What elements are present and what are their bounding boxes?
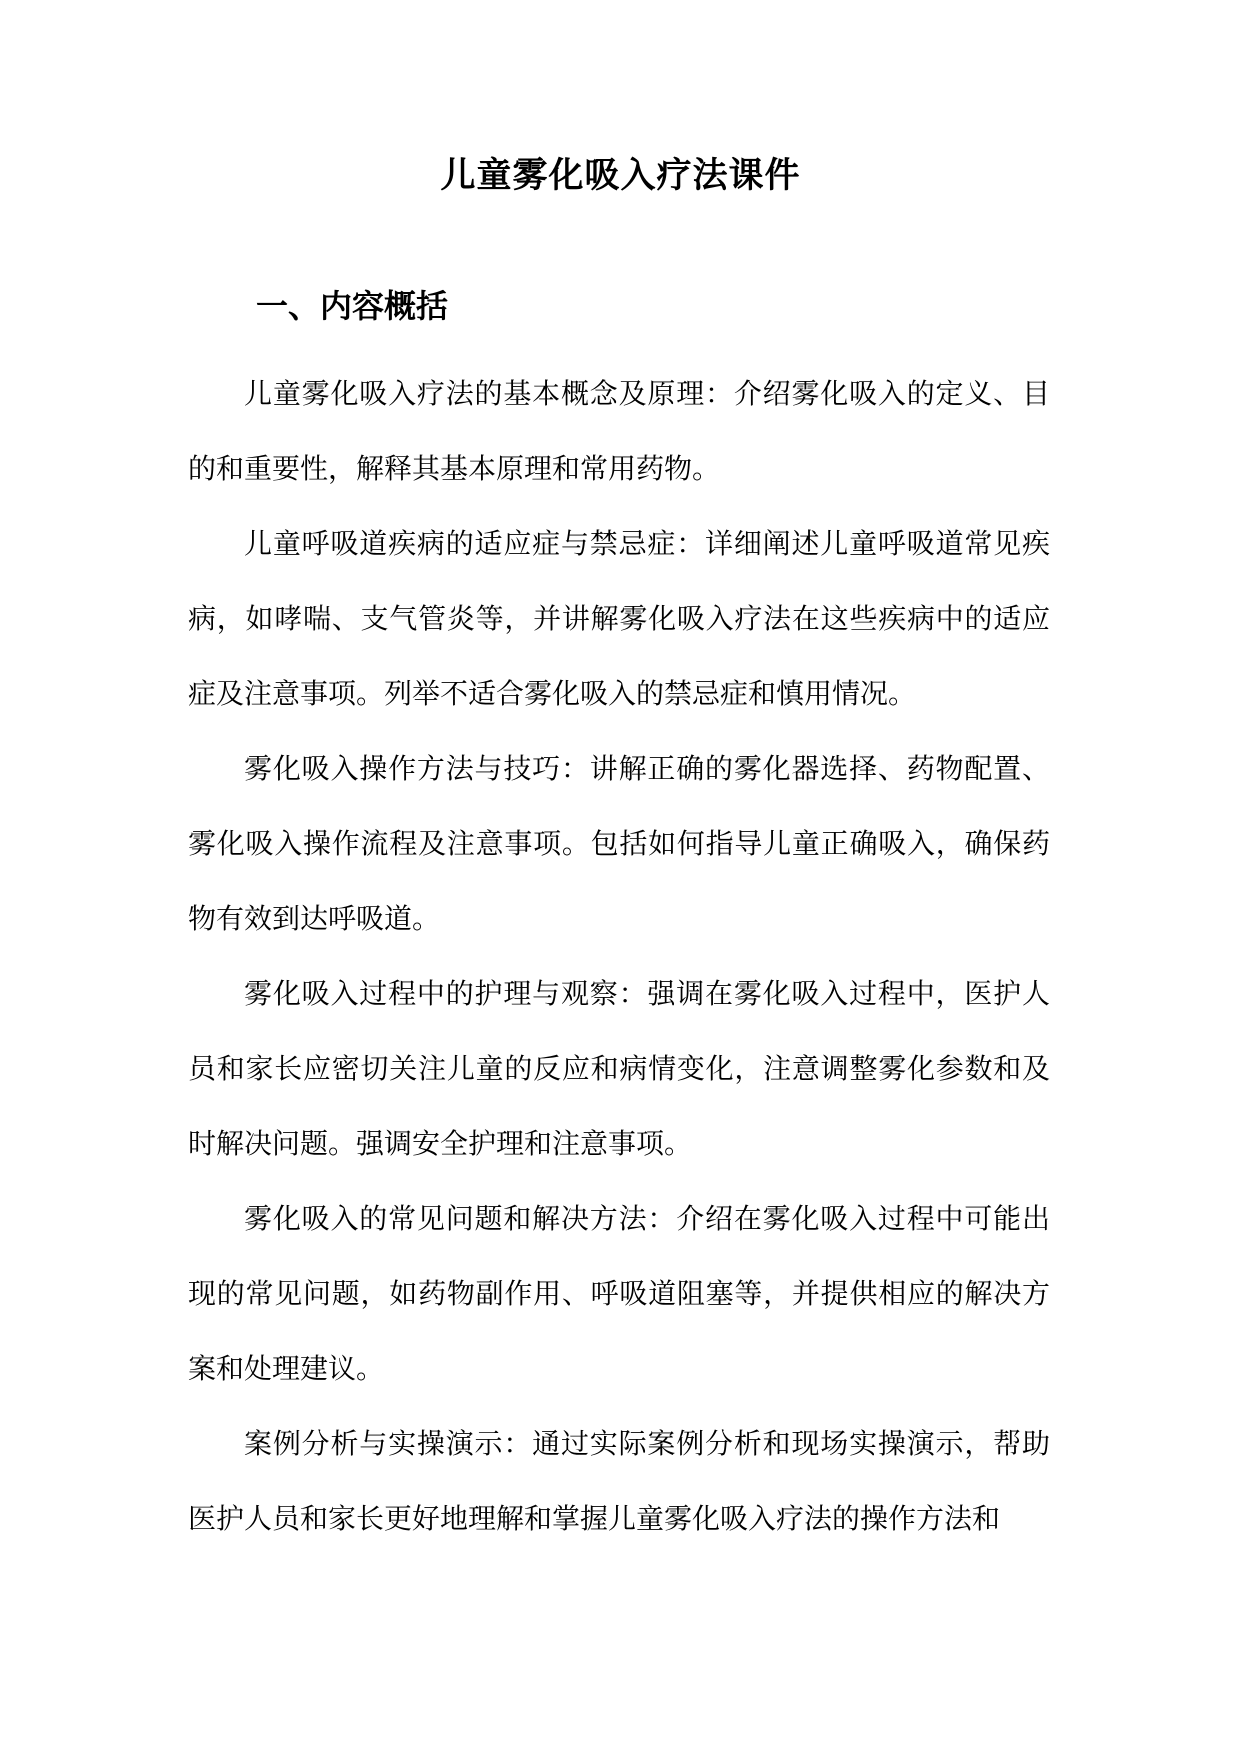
paragraph-nursing: 雾化吸入过程中的护理与观察：强调在雾化吸入过程中，医护人员和家长应密切关注儿童的反应和病情变化，注意调整雾化参数和及时解决问题。强调安全护理和注意事项。 bbox=[188, 977, 1050, 1160]
paragraph-indications: 儿童呼吸道疾病的适应症与禁忌症：详细阐述儿童呼吸道常见疾病，如哮喘、支气管炎等，并讲解雾化吸入疗法在这些疾病中的适应症及注意事项。列举不适合雾化吸入的禁忌症和慎用情况。 bbox=[188, 527, 1050, 710]
paragraph-cases: 案例分析与实操演示：通过实际案例分析和现场实操演示，帮助医护人员和家长更好地理解和掌握儿童雾化吸入疗法的操作方法和 bbox=[188, 1427, 1050, 1535]
paragraph-concepts: 儿童雾化吸入疗法的基本概念及原理：介绍雾化吸入的定义、目的和重要性，解释其基本原理和常用药物。 bbox=[188, 377, 1050, 485]
paragraph-problems: 雾化吸入的常见问题和解决方法：介绍在雾化吸入过程中可能出现的常见问题，如药物副作用、呼吸道阻塞等，并提供相应的解决方案和处理建议。 bbox=[188, 1202, 1050, 1385]
body-text bbox=[188, 356, 1050, 1556]
document-title: 儿童雾化吸入疗法课件 bbox=[440, 155, 801, 196]
paragraph-operation: 雾化吸入操作方法与技巧：讲解正确的雾化器选择、药物配置、雾化吸入操作流程及注意事项。包括如何指导儿童正确吸入，确保药物有效到达呼吸道。 bbox=[188, 752, 1050, 935]
section-heading: 一、内容概括 bbox=[256, 287, 449, 325]
